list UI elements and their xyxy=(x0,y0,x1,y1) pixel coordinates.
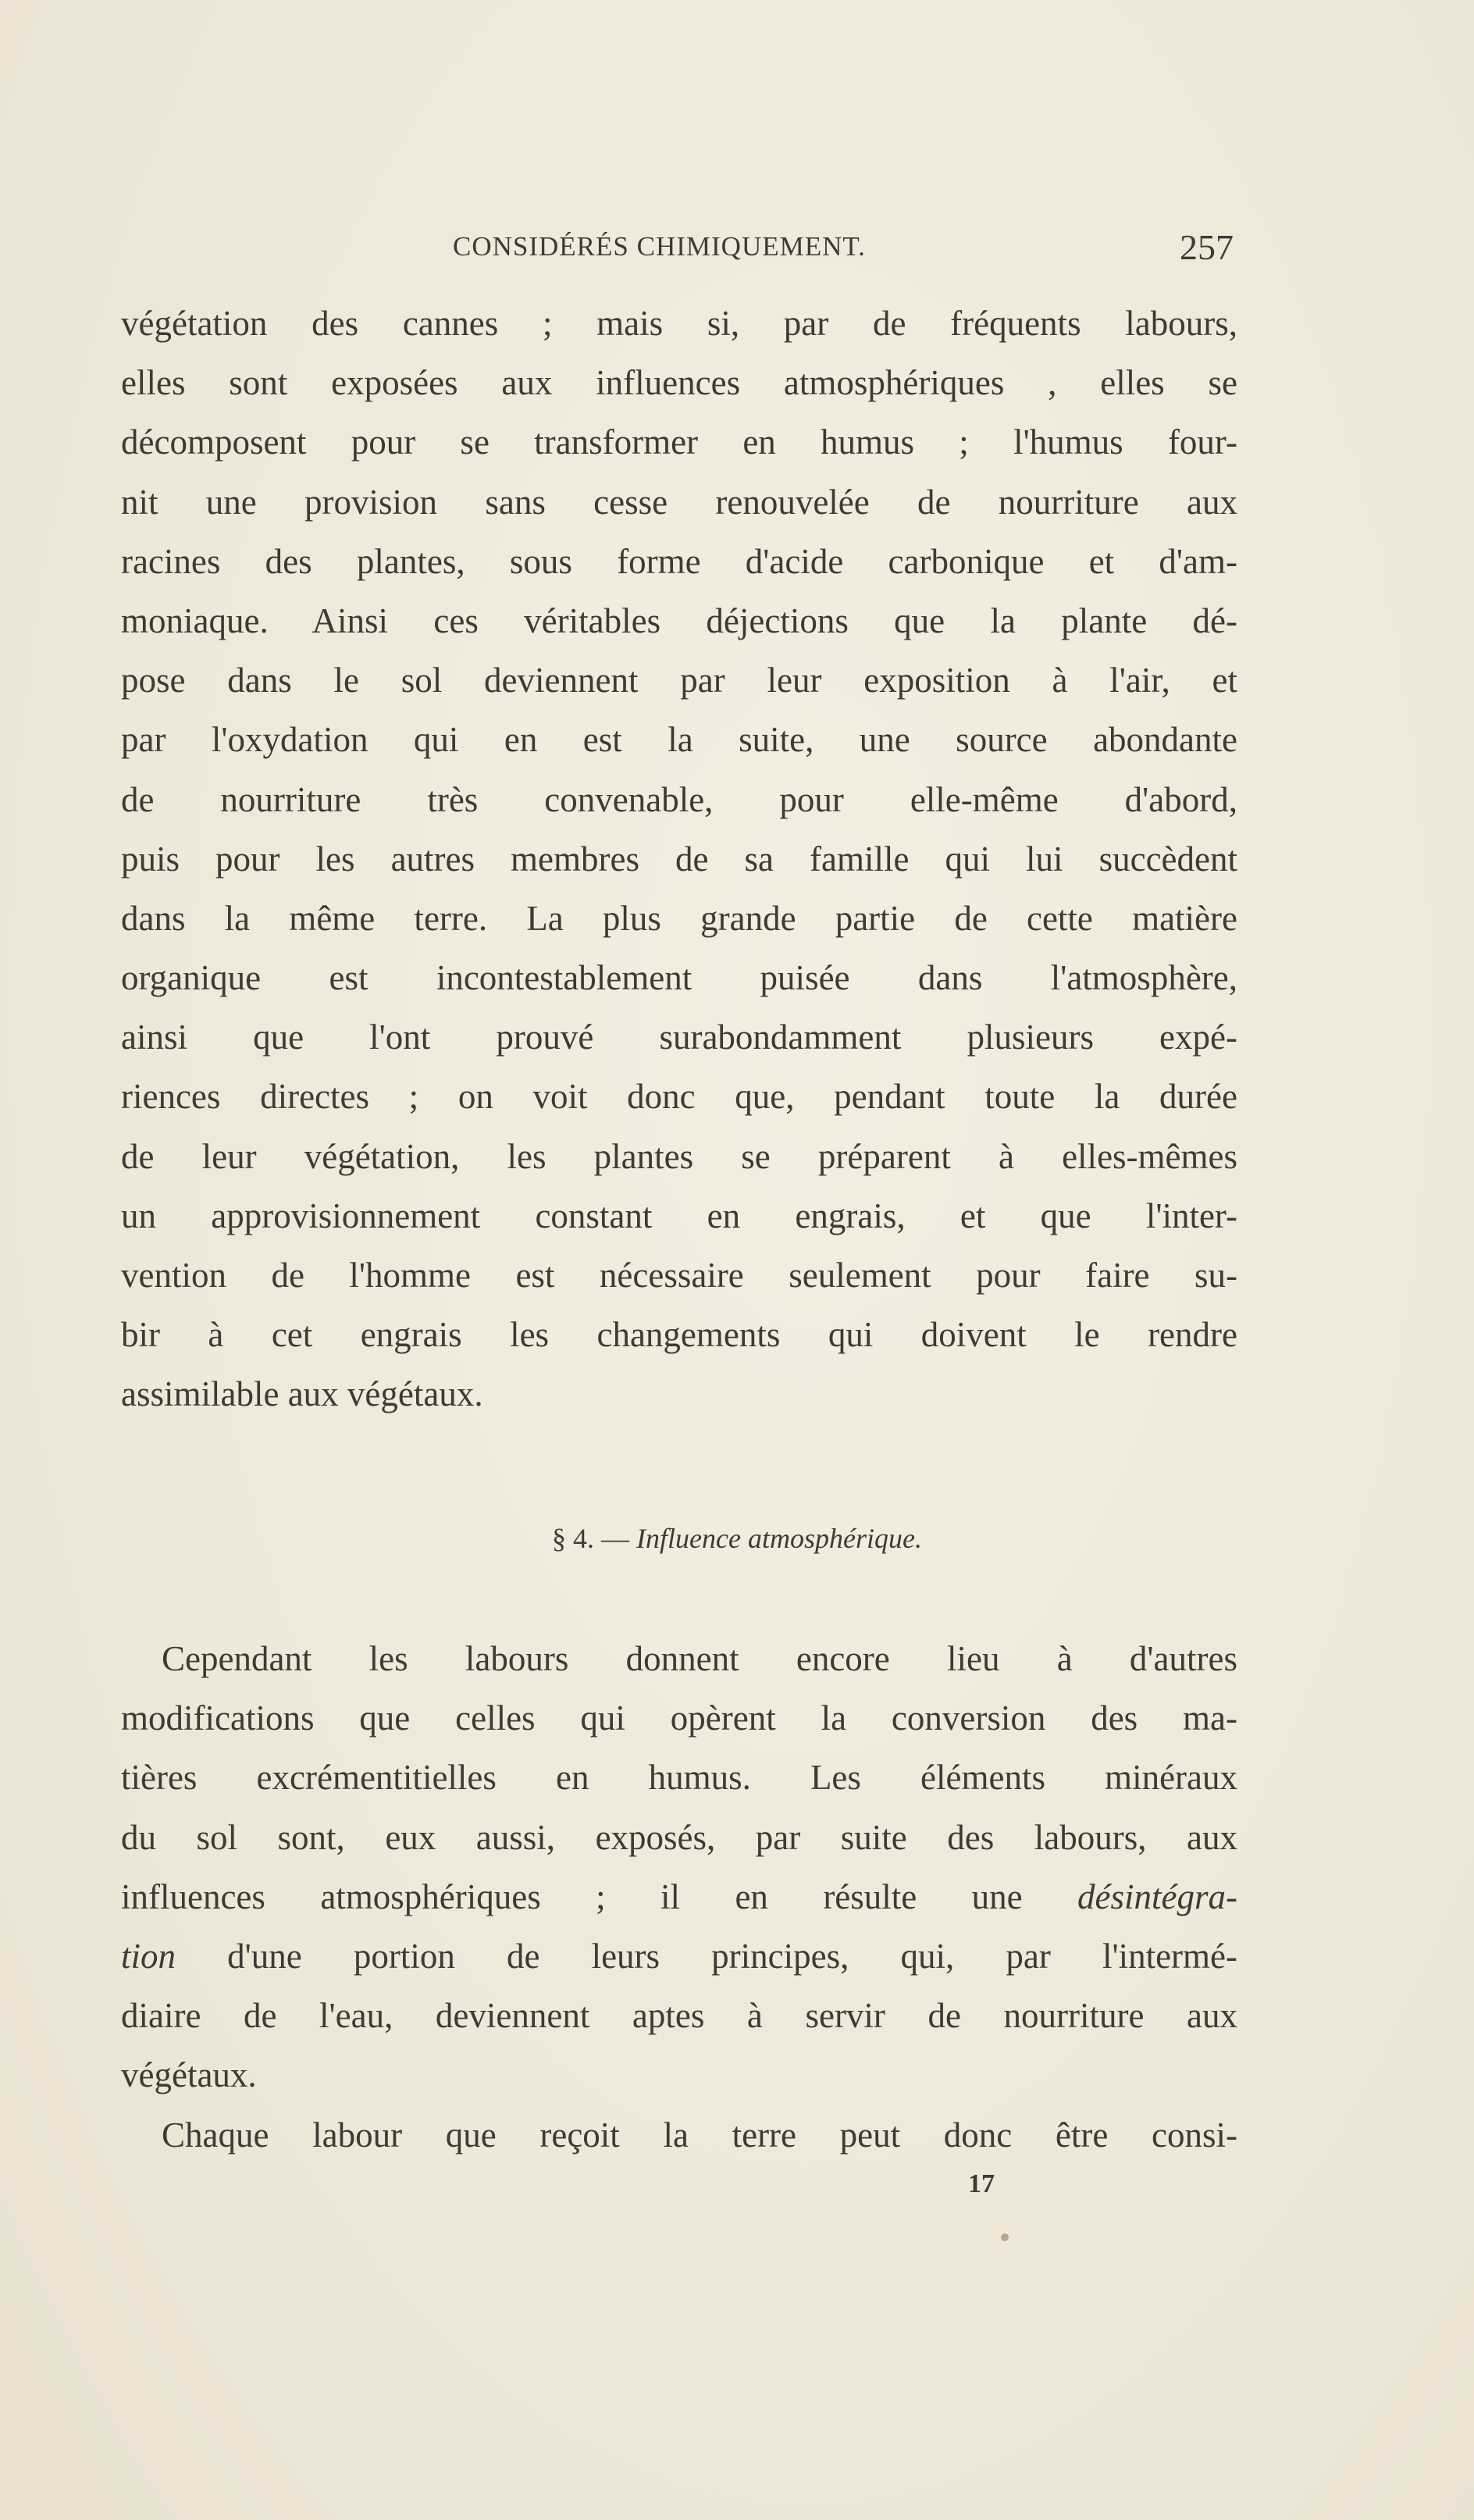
text-line: assimilable aux végétaux. xyxy=(121,1374,483,1414)
running-head-title: CONSIDÉRÉS CHIMIQUEMENT. xyxy=(453,231,866,262)
text-line: modifications que celles qui opèrent la conversion des ma- xyxy=(121,1698,1237,1738)
text-line: puis pour les autres membres de sa famille qui lui succèdent xyxy=(121,839,1237,879)
text-line: un approvisionnement constant en engrais, et que l'inter- xyxy=(121,1196,1237,1235)
paragraph-2 xyxy=(121,1629,1237,2165)
text-line: Chaque labour que reçoit la terre peut donc être consi- xyxy=(162,2115,1237,2155)
text-line: racines des plantes, sous forme d'acide carbonique et d'am- xyxy=(121,541,1237,581)
paragraph-1 xyxy=(121,294,1237,1424)
text-line: Cependant les labours donnent encore lieu à d'autres xyxy=(162,1639,1237,1678)
text-line: riences directes ; on voit donc que, pendant toute la durée xyxy=(121,1077,1237,1117)
page-number: 257 xyxy=(1180,227,1234,267)
text-line: de leur végétation, les plantes se préparent à elles-mêmes xyxy=(121,1136,1237,1176)
text-line: diaire de l'eau, deviennent aptes à servir de nourriture aux xyxy=(121,1996,1237,2036)
italic-word: tion xyxy=(121,1936,176,1976)
text-line: moniaque. Ainsi ces véritables déjections que la plante dé- xyxy=(121,601,1237,640)
text-line: elles sont exposées aux influences atmosphériques , elles se xyxy=(121,363,1237,403)
text-line: de nourriture très convenable, pour elle-même d'abord, xyxy=(121,779,1237,819)
text-line: tières excrémentitielles en humus. Les éléments minéraux xyxy=(121,1758,1237,1798)
text-line: végétaux. xyxy=(121,2055,257,2095)
text-line: nit une provision sans cesse renouvelée de nourriture aux xyxy=(121,482,1237,522)
text-line: du sol sont, eux aussi, exposés, par suite des labours, aux xyxy=(121,1817,1237,1857)
text-line: par l'oxydation qui en est la suite, une source abondante xyxy=(121,720,1237,760)
line-text: influences atmosphériques ; il en résulte une xyxy=(121,1877,1078,1916)
section-title: Influence atmosphérique. xyxy=(636,1523,922,1554)
text-line xyxy=(121,1927,1237,1986)
ink-smudge xyxy=(1001,2233,1009,2241)
text-line: bir à cet engrais les changements qui doivent le rendre xyxy=(121,1315,1237,1355)
text-line: décomposent pour se transformer en humus ; l'humus four- xyxy=(121,422,1237,462)
text-line: végétation des cannes ; mais si, par de fréquents labours, xyxy=(121,304,1237,343)
text-line: dans la même terre. La plus grande partie de cette matière xyxy=(121,898,1237,938)
signature-mark: 17 xyxy=(968,2169,995,2198)
text-line: organique est incontestablement puisée dans l'atmosphère, xyxy=(121,958,1237,998)
line-text: d'une portion de leurs principes, qui, par l'intermé- xyxy=(176,1936,1237,1976)
italic-word: désintégra- xyxy=(1077,1877,1237,1916)
section-heading xyxy=(0,1515,1474,1562)
running-head xyxy=(117,226,1234,273)
text-line xyxy=(121,1867,1237,1927)
text-line: vention de l'homme est nécessaire seulement pour faire su- xyxy=(121,1256,1237,1295)
section-number: § 4. — xyxy=(552,1523,630,1554)
text-line: pose dans le sol deviennent par leur exposition à l'air, et xyxy=(121,661,1237,700)
text-line: ainsi que l'ont prouvé surabondamment plusieurs expé- xyxy=(121,1018,1237,1057)
